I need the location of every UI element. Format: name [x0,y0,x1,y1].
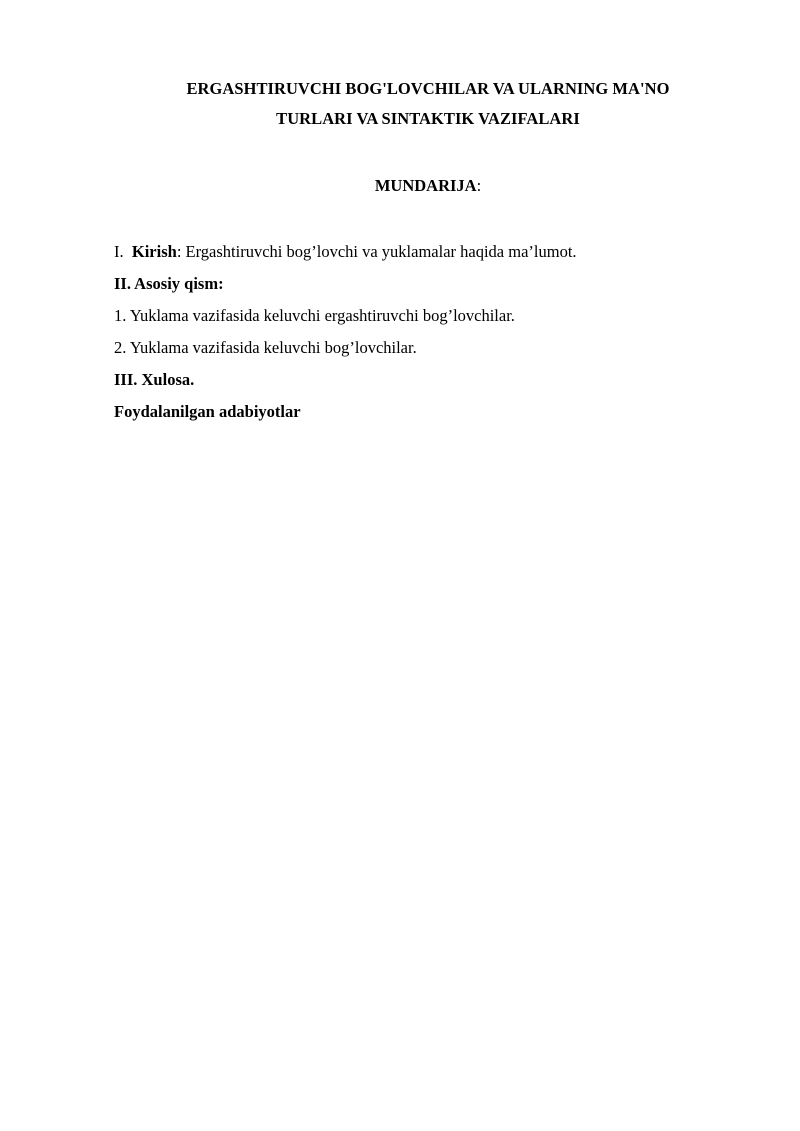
toc-item-2: 2. Yuklama vazifasida keluvchi bog’lovchilar. [114,338,417,357]
toc-heading-colon: : [476,176,482,195]
toc-item-references: Foydalanilgan adabiyotlar [114,402,301,421]
toc-intro-label: Kirish [131,242,177,261]
toc-intro-text: : Ergashtiruvchi bog’lovchi va yuklamalar haqida ma’lumot. [176,242,577,261]
toc-heading [0,172,800,200]
toc-intro-number: I. [114,242,124,261]
toc-item-main-part: II. Asosiy qism: [114,274,224,293]
document-title [0,74,800,134]
title-line-1: ERGASHTIRUVCHI BOG'LOVCHILAR VA ULARNING MA'NO [186,79,670,98]
title-line-2: TURLARI VA SINTAKTIK VAZIFALARI [276,109,580,128]
toc-heading-text: MUNDARIJA [374,176,477,195]
toc-item-intro [114,236,754,268]
toc-item-1: 1. Yuklama vazifasida keluvchi ergashtiruvchi bog’lovchilar. [114,306,515,325]
toc-item-conclusion: III. Xulosa. [114,370,195,389]
table-of-contents [114,236,754,428]
